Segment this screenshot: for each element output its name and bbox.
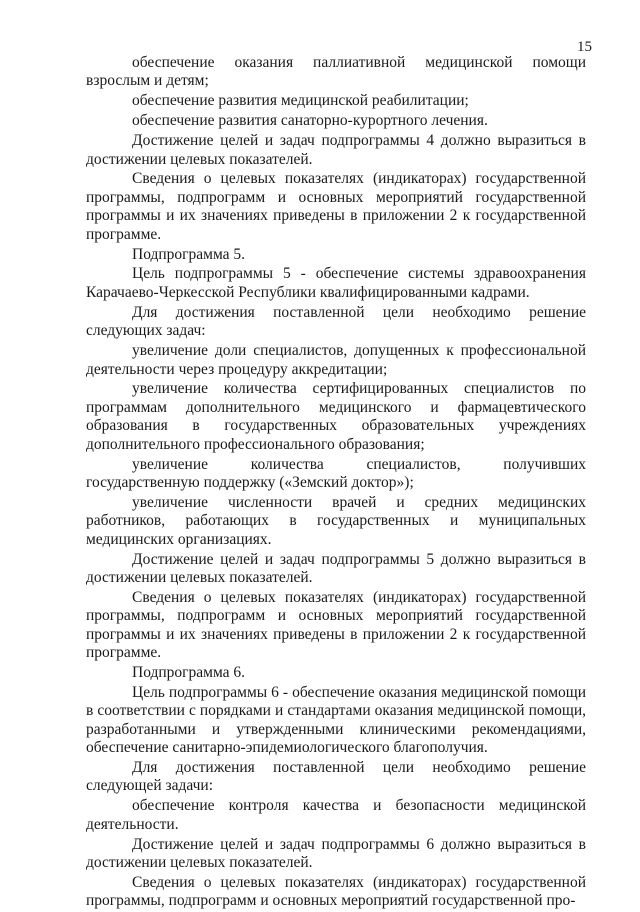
paragraph: Достижение целей и задач подпрограммы 4 должно выразиться в достижении целевых показателей. (86, 132, 586, 168)
page-number: 15 (577, 39, 592, 55)
task-item: увеличение численности врачей и средних медицинских работников, работающих в государственных и муниципальных медицинских организациях. (86, 493, 586, 548)
paragraph: Достижение целей и задач подпрограммы 5 должно выразиться в достижении целевых показателей. (86, 550, 586, 586)
paragraph: Для достижения поставленной цели необходимо решение следующей задачи: (86, 759, 586, 795)
paragraph: Сведения о целевых показателях (индикаторах) государственной программы, подпрограмм и основных мероприятий государственной про- (86, 873, 586, 910)
subprogram-5-heading: Подпрограмма 5. (132, 245, 246, 263)
paragraph: Цель подпрограммы 6 - обеспечение оказания медицинской помощи в соответствии с порядками и стандартами оказания медицинской помощи, разработанными и утвержденными клиническими рекомендациями, обеспечение санитарно-эпидемиологического благополучия. (86, 683, 586, 757)
paragraph: обеспечение оказания паллиативной медицинской помощи взрослым и детям; (86, 54, 586, 90)
paragraph: Цель подпрограммы 5 - обеспечение системы здравоохранения Карачаево-Черкесской Республики квалифицированными кадрами. (86, 265, 586, 301)
task-item: обеспечение контроля качества и безопасности медицинской деятельности. (86, 797, 586, 833)
paragraph: Сведения о целевых показателях (индикаторах) государственной программы, подпрограмм и основных мероприятий государственной программы и их значениях приведены в приложении 2 к государственной программе. (86, 588, 586, 662)
paragraph: обеспечение развития медицинской реабилитации; (132, 92, 469, 110)
document-body (86, 54, 586, 912)
paragraph: Для достижения поставленной цели необходимо решение следующих задач: (86, 303, 586, 340)
paragraph: Достижение целей и задач подпрограммы 6 должно выразиться в достижении целевых показателей. (86, 835, 586, 872)
task-item: увеличение количества специалистов, получивших государственную поддержку («Земский доктор»); (86, 455, 586, 491)
paragraph: обеспечение развития санаторно-курортного лечения. (132, 112, 488, 130)
paragraph: Сведения о целевых показателях (индикаторах) государственной программы, подпрограмм и основных мероприятий государственной программы и их значениях приведены в приложении 2 к государственной программе. (86, 170, 586, 243)
task-item: увеличение доли специалистов, допущенных к профессиональной деятельности через процедуру аккредитации; (86, 342, 586, 378)
task-item: увеличение количества сертифицированных специалистов по программам дополнительного медицинского и фармацевтического образования в государственных образовательных учреждениях дополнительного профессионального образования; (86, 380, 586, 453)
subprogram-6-heading: Подпрограмма 6. (132, 664, 246, 681)
